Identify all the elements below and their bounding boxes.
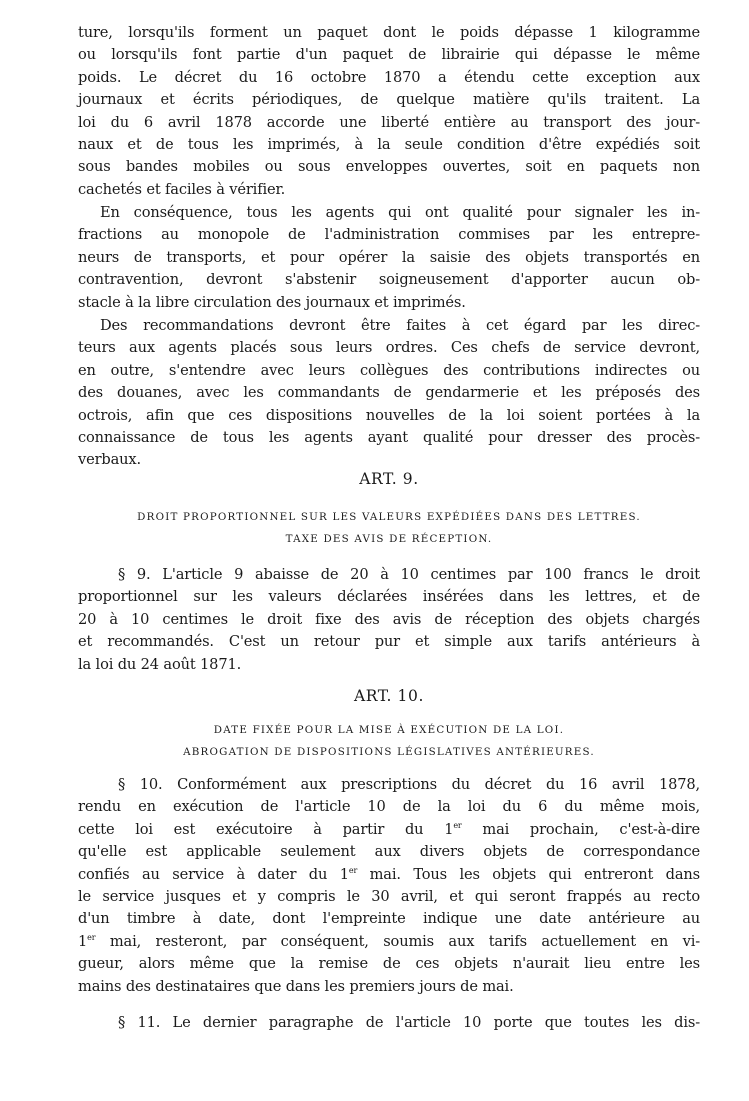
text-line: cette loi est exécutoire à partir du 1er mai prochain, c'est-à-dire: [78, 820, 700, 838]
article-10-subheading: [78, 719, 700, 763]
article-9-subheading: [78, 506, 700, 550]
paragraph-11: [78, 1012, 700, 1034]
text-line: et recommandés. C'est un retour pur et simple aux tarifs antérieurs à: [78, 633, 700, 651]
text-line: contravention, devront s'abstenir soigneusement d'apporter aucun ob-: [78, 271, 700, 289]
text-line: § 9. L'article 9 abaisse de 20 à 10 centimes par 100 francs le droit: [118, 566, 700, 583]
text-line: § 11. Le dernier paragraphe de l'article 10 porte que toutes les dis-: [118, 1014, 700, 1031]
text-line: ou lorsqu'ils font partie d'un paquet de librairie qui dépasse le même: [78, 46, 700, 64]
text-line: d'un timbre à date, dont l'empreinte indique une date antérieure au: [78, 910, 700, 928]
text-line: § 10. Conformément aux prescriptions du décret du 16 avril 1878,: [118, 776, 700, 793]
text-line: rendu en exécution de l'article 10 de la loi du 6 du même mois,: [78, 798, 700, 816]
article-subtitle: TAXE DES AVIS DE RÉCEPTION.: [285, 533, 493, 545]
text-line: neurs de transports, et pour opérer la saisie des objets transportés en: [78, 248, 700, 266]
text-line: journaux et écrits périodiques, de quelque matière qu'ils traitent. La: [78, 91, 700, 109]
paragraph-2: [78, 202, 700, 314]
text-line: connaissance de tous les agents ayant qualité pour dresser des procès-: [78, 428, 700, 446]
text-line: des douanes, avec les commandants de gendarmerie et les préposés des: [78, 384, 700, 402]
text-line: sous bandes mobiles ou sous enveloppes ouvertes, soit en paquets non: [78, 158, 700, 176]
article-subtitle: DROIT PROPORTIONNEL SUR LES VALEURS EXPÉDIÉES DANS DES LETTRES.: [137, 511, 641, 523]
text-line: 1er mai, resteront, par conséquent, soumis aux tarifs actuellement en vi-: [78, 932, 700, 950]
article-9-body: [78, 564, 700, 676]
paragraph-1: [78, 22, 700, 201]
text-line: qu'elle est applicable seulement aux divers objets de correspondance: [78, 843, 700, 861]
article-10-heading: [78, 687, 700, 705]
text-line: la loi du 24 août 1871.: [78, 655, 242, 673]
text-line: naux et de tous les imprimés, à la seule condition d'être expédiés soit: [78, 135, 700, 153]
text-line: 20 à 10 centimes le droit fixe des avis de réception des objets chargés: [78, 610, 700, 628]
text-line: le service jusques et y compris le 30 avril, et qui seront frappés au recto: [78, 887, 700, 905]
text-line: ture, lorsqu'ils forment un paquet dont le poids dépasse 1 kilogramme: [78, 24, 700, 41]
text-line: fractions au monopole de l'administration commises par les entrepre-: [78, 226, 700, 244]
text-line: verbaux.: [78, 451, 141, 469]
article-subtitle: ABROGATION DE DISPOSITIONS LÉGISLATIVES ANTÉRIEURES.: [183, 746, 595, 758]
text-line: teurs aux agents placés sous leurs ordres. Ces chefs de service devront,: [78, 339, 700, 357]
text-line: cachetés et faciles à vérifier.: [78, 180, 286, 198]
text-line: en outre, s'entendre avec leurs collègues des contributions indirectes ou: [78, 361, 700, 379]
text-line: octrois, afin que ces dispositions nouvelles de la loi soient portées à la: [78, 406, 700, 424]
text-line: loi du 6 avril 1878 accorde une liberté entière au transport des jour-: [78, 113, 700, 131]
article-title: ART. 9.: [359, 470, 419, 488]
text-line: stacle à la libre circulation des journaux et imprimés.: [78, 293, 466, 311]
article-title: ART. 10.: [354, 687, 424, 705]
text-line: poids. Le décret du 16 octobre 1870 a étendu cette exception aux: [78, 68, 700, 86]
article-subtitle: DATE FIXÉE POUR LA MISE À EXÉCUTION DE LA LOI.: [213, 724, 565, 736]
text-line: proportionnel sur les valeurs déclarées insérées dans les lettres, et de: [78, 588, 700, 606]
text-line: mains des destinataires que dans les premiers jours de mai.: [78, 977, 514, 995]
paragraph-3: [78, 315, 700, 472]
text-line: Des recommandations devront être faites à cet égard par les direc-: [100, 317, 700, 334]
text-line: confiés au service à dater du 1er mai. Tous les objets qui entreront dans: [78, 865, 700, 883]
article-9-heading: [78, 470, 700, 488]
text-line: gueur, alors même que la remise de ces objets n'aurait lieu entre les: [78, 955, 700, 973]
article-10-body: [78, 774, 700, 998]
text-line: En conséquence, tous les agents qui ont qualité pour signaler les in-: [100, 204, 700, 221]
